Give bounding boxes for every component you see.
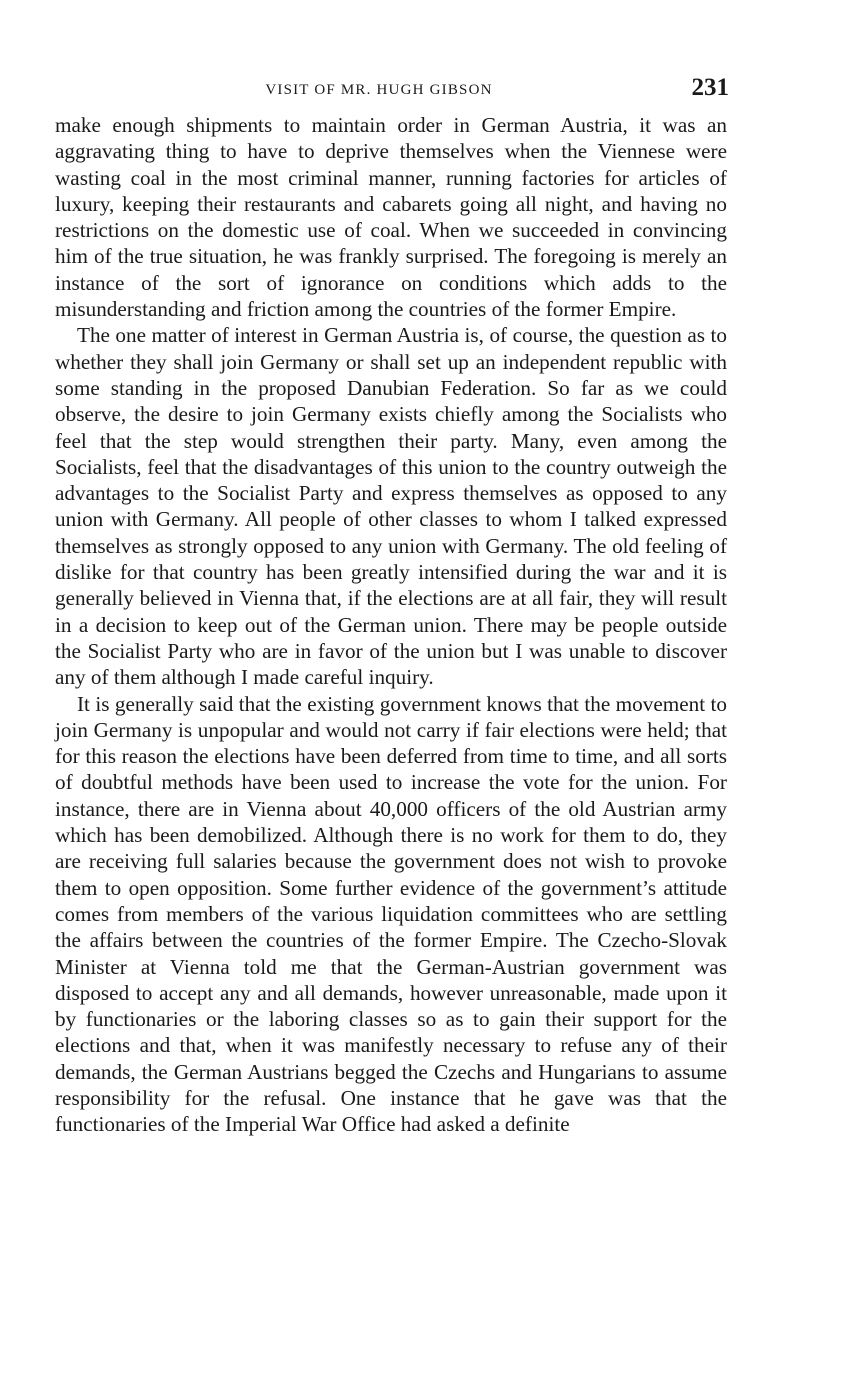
paragraph-union-question: The one matter of interest in German Austria is, of course, the question as to whether they shall join Germany or shall set up an independent republic with some standing in the proposed Danubian Federation. So far as we could observe, the desire to join Germany exists chiefly among the Socialists who feel that the step would strengthen their party. Many, even among the Socialists, feel that the disadvantages of this union to the country outweigh the advantages to the Socialist Party and express themselves as opposed to any union with Germany. All people of other classes to whom I talked expressed themselves as strongly opposed to any union with Germany. The old feeling of dislike for that country has been greatly intensified during the war and it is generally believed in Vienna that, if the elections are at all fair, they will result in a decision to keep out of the German union. There may be people outside the Socialist Party who are in favor of the union but I was unable to discover any of them although I made careful inquiry. xyxy=(55,323,727,690)
body-text xyxy=(55,112,727,1138)
running-title: VISIT OF MR. HUGH GIBSON xyxy=(265,82,493,98)
document-page xyxy=(55,74,727,1138)
paragraph-government-methods: It is generally said that the existing government knows that the movement to join Germany is unpopular and would not carry if fair elections were held; that for this reason the elections have been deferred from time to time, and all sorts of doubtful methods have been used to increase the vote for the union. For instance, there are in Vienna about 40,000 officers of the old Austrian army which has been demobilized. Although there is no work for them to do, they are receiving full salaries because the government does not wish to provoke them to open opposition. Some further evidence of the government’s attitude comes from members of the various liquidation committees who are settling the affairs between the countries of the former Empire. The Czecho-Slovak Minister at Vienna told me that the German-Austrian government was disposed to accept any and all demands, however unreasonable, made upon it by functionaries or the laboring classes so as to gain their support for the elections and that, when it was manifestly necessary to refuse any of their demands, the German Austrians begged the Czechs and Hungarians to assume responsibility for the refusal. One instance that he gave was that the functionaries of the Imperial War Office had asked a definite xyxy=(55,691,727,1137)
running-header xyxy=(55,74,727,112)
page-number: 231 xyxy=(691,74,729,101)
paragraph-continued: make enough shipments to maintain order in German Austria, it was an aggravating thing to have to deprive themselves when the Viennese were wasting coal in the most criminal manner, running factories for articles of luxury, keeping their restaurants and cabarets going all night, and having no restrictions on the domestic use of coal. When we succeeded in convincing him of the true situation, he was frankly surprised. The foregoing is merely an instance of the sort of ignorance on conditions which adds to the misunderstanding and friction among the countries of the former Empire. xyxy=(55,113,727,322)
